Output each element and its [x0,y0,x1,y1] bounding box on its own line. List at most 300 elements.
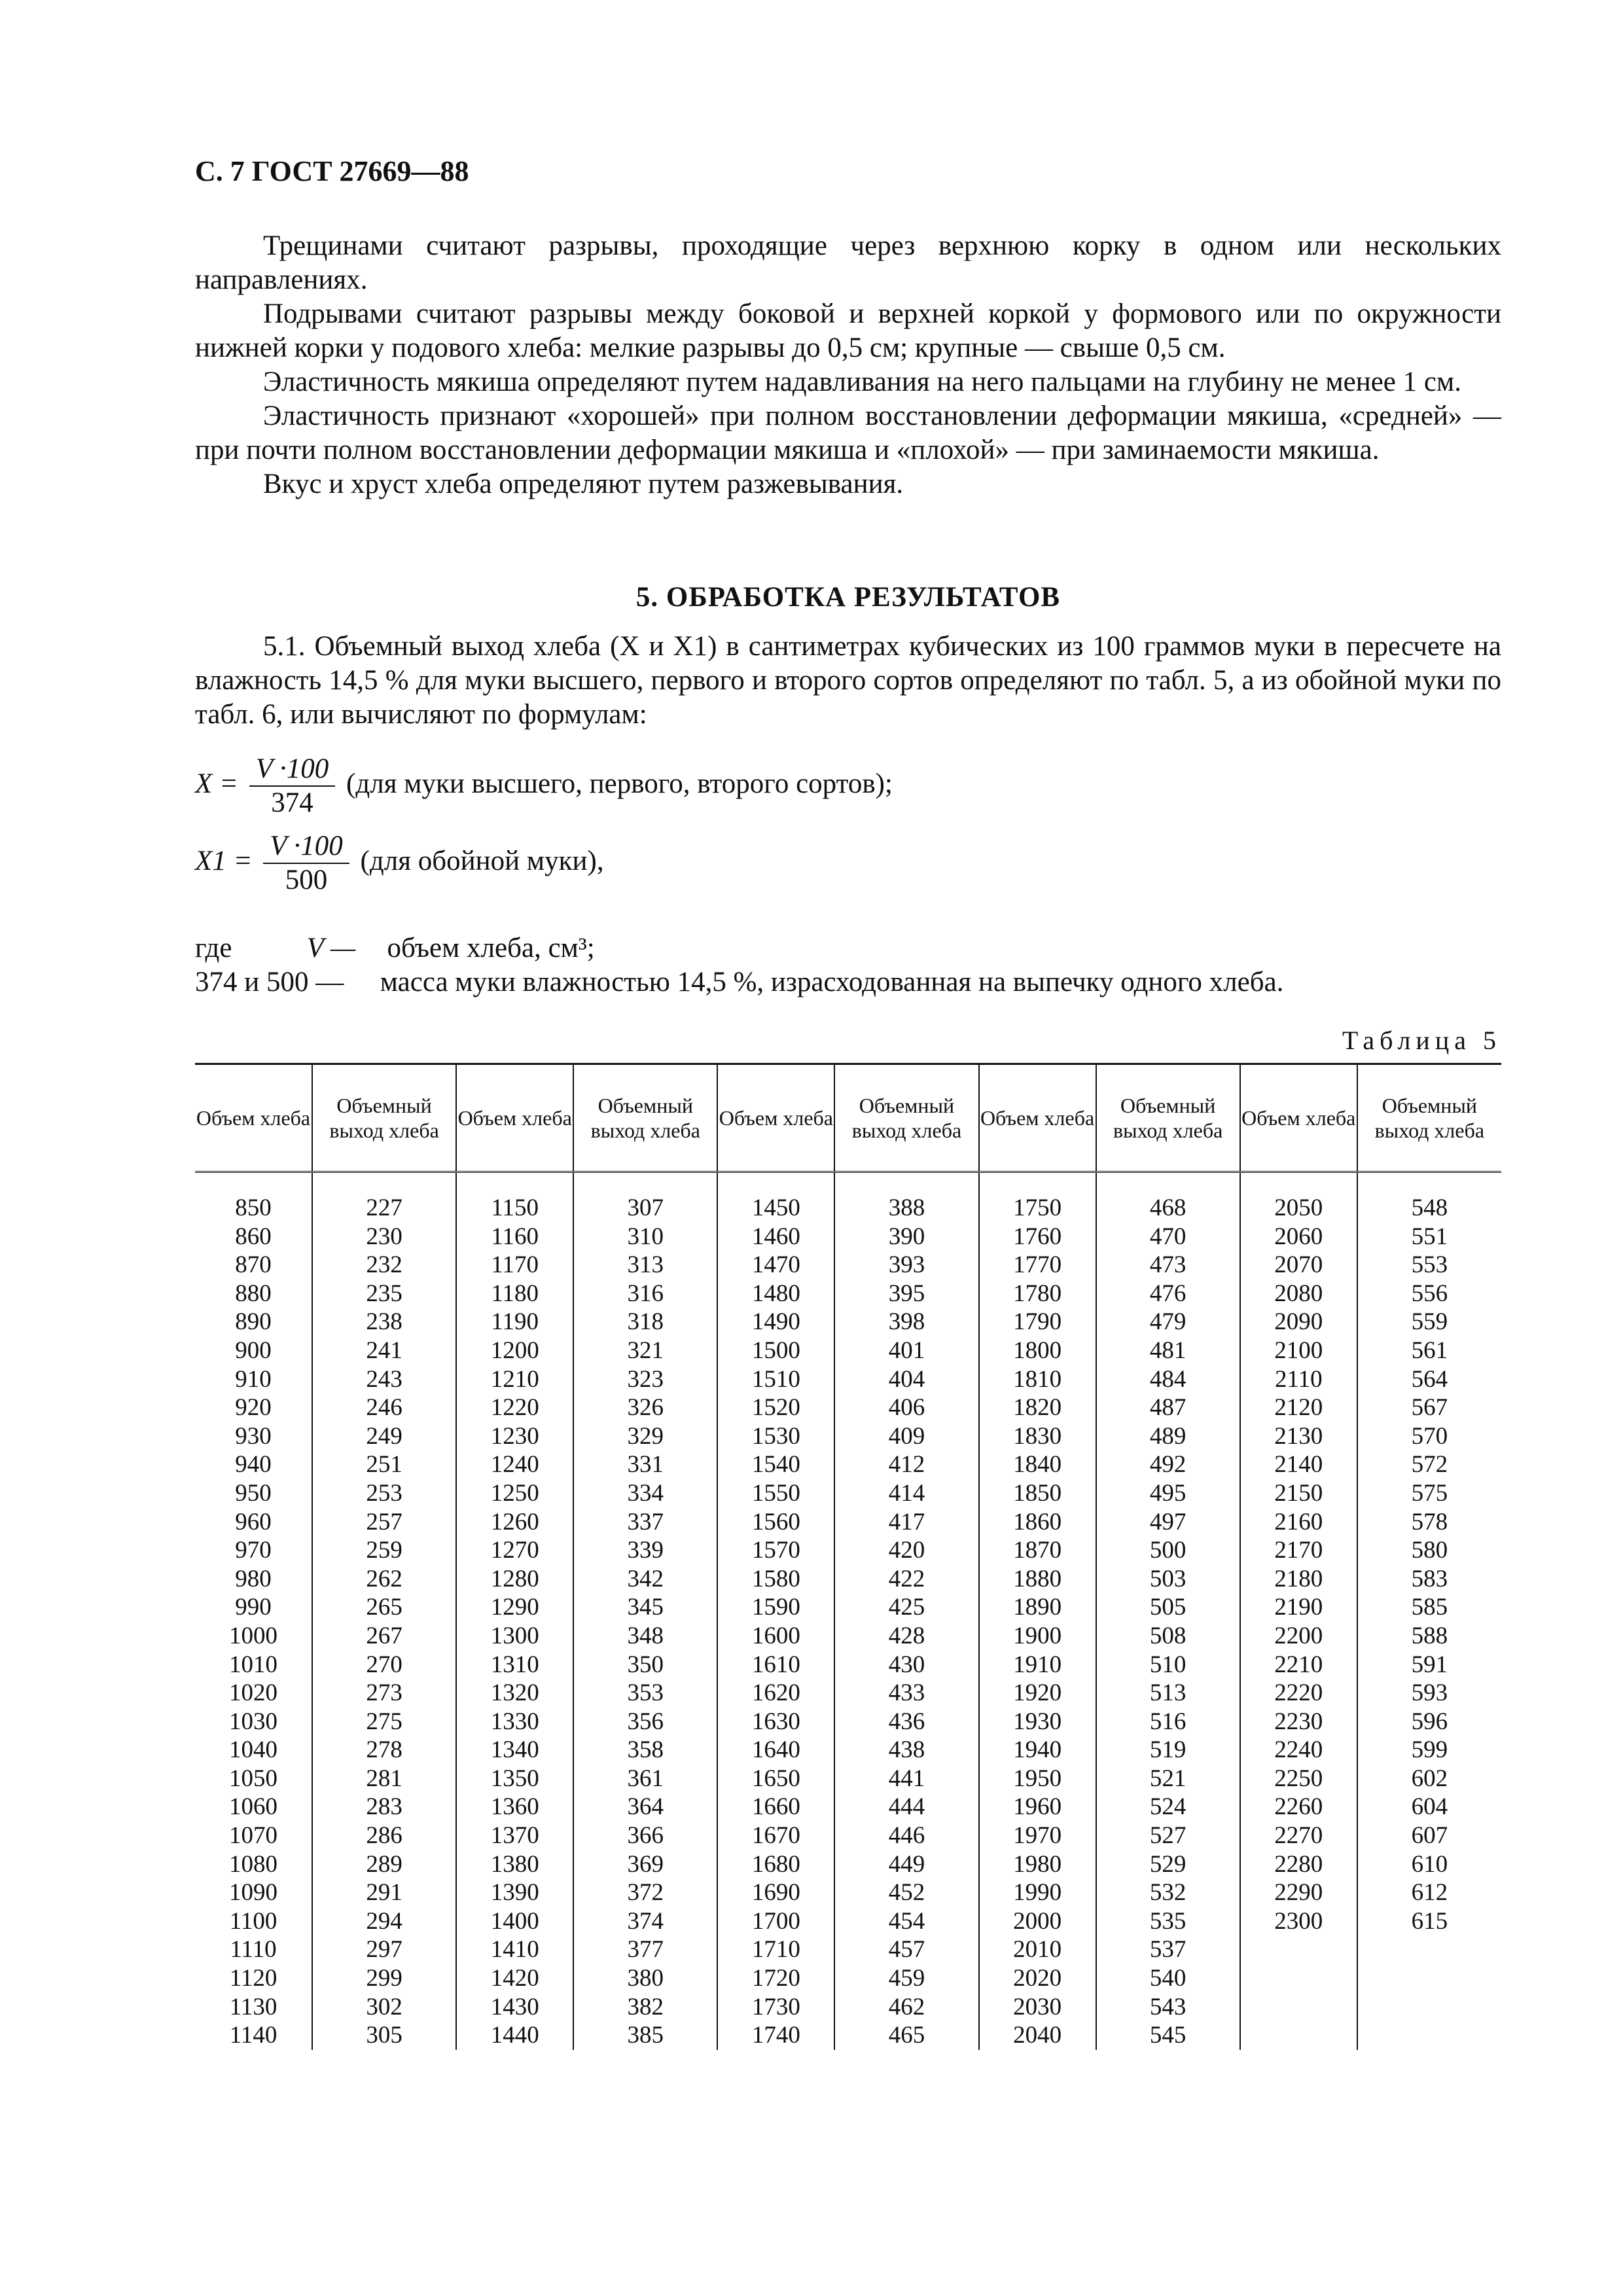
table-cell: 398 [834,1308,978,1336]
table-cell: 323 [573,1365,717,1394]
table-cell: 1950 [979,1765,1096,1793]
table-cell: 313 [573,1251,717,1280]
table-cell: 267 [312,1622,456,1651]
table-cell: 1220 [456,1393,573,1422]
table-cell: 441 [834,1765,978,1793]
table-cell: 462 [834,1993,978,2022]
table-cell: 2040 [979,2021,1096,2050]
table-cell: 524 [1096,1793,1240,1821]
table-cell: 342 [573,1565,717,1594]
table-cell: 1480 [717,1280,834,1308]
table-cell: 350 [573,1651,717,1679]
table-row [195,1536,1501,1565]
table-cell: 470 [1096,1223,1240,1251]
table-cell: 388 [834,1194,978,1223]
table-cell: 1740 [717,2021,834,2050]
table-cell: 374 [573,1907,717,1936]
table-row [195,1393,1501,1422]
table-cell: 900 [235,1336,272,1364]
table-cell: 1260 [456,1508,573,1537]
table-cell: 487 [1096,1393,1240,1422]
table-cell: 1230 [456,1422,573,1451]
table-cell: 438 [834,1736,978,1765]
table-cell: 559 [1357,1308,1501,1336]
paragraph: Трещинами считают разрывы, проходящие через верхнюю корку в одном или нескольких направлениях. [195,230,1501,295]
table-cell: 404 [834,1365,978,1394]
table-cell: 513 [1096,1679,1240,1708]
table-cell: 337 [573,1508,717,1537]
table-cell: 2070 [1240,1251,1357,1280]
table-cell: 1280 [456,1565,573,1594]
table-cell: 316 [573,1280,717,1308]
table-cell: 444 [834,1793,978,1821]
table-row [195,1850,1501,1879]
table-cell: 321 [573,1336,717,1365]
table-spacer-cell [1240,1172,1357,1194]
table-cell: 1430 [456,1993,573,2022]
table-cell: 2090 [1240,1308,1357,1336]
table-cell: 345 [573,1593,717,1622]
table-cell: 406 [834,1393,978,1422]
table-cell: 1310 [456,1651,573,1679]
table-cell: 273 [312,1679,456,1708]
table-header-row [195,1064,1501,1172]
table-cell: 519 [1096,1736,1240,1765]
table-cell: 1640 [717,1736,834,1765]
table-cell: 251 [312,1450,456,1479]
table-cell: 1720 [717,1964,834,1993]
column-header: Объемный выход хлеба [834,1064,978,1172]
table-cell: 232 [312,1251,456,1280]
table-cell: 433 [834,1679,978,1708]
table-cell: 2190 [1240,1593,1357,1622]
table-cell: 1300 [456,1622,573,1651]
table-cell: 230 [312,1223,456,1251]
table-cell: 521 [1096,1765,1240,1793]
table-cell: 1090 [229,1879,277,1907]
table-5 [195,1063,1501,2050]
table-row [195,1765,1501,1793]
table-cell: 1760 [979,1223,1096,1251]
table-cell: 1200 [456,1336,573,1365]
fraction [263,830,349,897]
table-cell: 412 [834,1450,978,1479]
table-cell: 599 [1357,1736,1501,1765]
table-cell: 503 [1096,1565,1240,1594]
table-cell: 591 [1357,1651,1501,1679]
table-cell: 604 [1357,1793,1501,1821]
table-cell: 241 [312,1336,456,1365]
paragraph: Эластичность мякиша определяют путем надавливания на него пальцами на глубину не менее 1 см. [263,367,1461,397]
table-cell: 572 [1357,1450,1501,1479]
table-cell: 545 [1096,2021,1240,2050]
table-cell: 1290 [456,1593,573,1622]
table-cell: 2220 [1240,1679,1357,1708]
table-cell: 578 [1357,1508,1501,1537]
table-cell: 570 [1357,1422,1501,1451]
table-cell: 2150 [1240,1479,1357,1508]
table-cell: 615 [1357,1907,1501,1936]
table-cell: 353 [573,1679,717,1708]
table-cell: 1240 [456,1450,573,1479]
table-cell: 1520 [717,1393,834,1422]
table-cell: 390 [834,1223,978,1251]
table-cell: 457 [834,1935,978,1964]
table-cell: 459 [834,1964,978,1993]
table-cell: 510 [1096,1651,1240,1679]
table-cell: 1450 [717,1194,834,1223]
table-row [195,1935,1501,1964]
table-cell: 430 [834,1651,978,1679]
table-cell: 1700 [717,1907,834,1936]
table-cell: 281 [312,1765,456,1793]
table-cell: 2290 [1240,1878,1357,1907]
table-row [195,1679,1501,1708]
paragraph: Эластичность признают «хорошей» при полном восстановлении деформации мякиша, «средней» — при почти полном восстановлении деформации мякиша и «плохой» — при заминаемости мякиша. [195,401,1501,465]
table-cell: 270 [312,1651,456,1679]
table-cell: 2020 [979,1964,1096,1993]
table-cell: 1940 [979,1736,1096,1765]
table-cell: 607 [1357,1821,1501,1850]
table-row [195,1878,1501,1907]
table-cell: 1680 [717,1850,834,1879]
table-cell: 1100 [229,1907,277,1935]
table-cell: 395 [834,1280,978,1308]
table-cell: 1410 [456,1935,573,1964]
table-cell: 235 [312,1280,456,1308]
where-symbol: V — [306,933,356,963]
fraction-numerator: V ·100 [263,830,349,864]
table-cell: 2060 [1240,1223,1357,1251]
table-spacer-cell [1096,1172,1240,1194]
table-cell: 940 [235,1451,272,1479]
table-cell: 2050 [1240,1194,1357,1223]
fraction-denominator: 500 [285,865,328,895]
table-cell: 302 [312,1993,456,2022]
table-cell: 1150 [456,1194,573,1223]
table-cell: 318 [573,1308,717,1336]
table-cell: 227 [312,1194,456,1223]
table-cell: 535 [1096,1907,1240,1936]
table-cell: 1460 [717,1223,834,1251]
table-cell: 1190 [456,1308,573,1336]
table-cell: 468 [1096,1194,1240,1223]
table-cell: 489 [1096,1422,1240,1451]
page-header: С. 7 ГОСТ 27669—88 [195,155,469,187]
table-cell: 310 [573,1223,717,1251]
table-cell: 1110 [230,1936,277,1964]
table-cell: 610 [1357,1850,1501,1879]
table-cell: 532 [1096,1878,1240,1907]
table-cell: 358 [573,1736,717,1765]
table-cell: 880 [235,1280,272,1307]
body-text [195,229,1501,501]
table-cell: 2300 [1240,1907,1357,1936]
table-cell: 2170 [1240,1536,1357,1565]
table-cell: 1000 [229,1622,277,1649]
table-cell: 422 [834,1565,978,1594]
where-line-1 [195,932,595,964]
table-cell: 286 [312,1821,456,1850]
table-cell [1240,1993,1357,2022]
table-cell: 289 [312,1850,456,1879]
table-cell: 1020 [229,1679,277,1707]
table-cell: 305 [312,2021,456,2050]
table-spacer-cell [456,1172,573,1194]
table-cell: 1540 [717,1450,834,1479]
table-cell: 1490 [717,1308,834,1336]
table-cell: 561 [1357,1336,1501,1365]
table-row [195,1308,1501,1336]
table-cell: 446 [834,1821,978,1850]
column-header: Объем хлеба [195,1064,312,1172]
table-spacer-cell [312,1172,456,1194]
table-cell: 1600 [717,1622,834,1651]
table-cell: 564 [1357,1365,1501,1394]
table-spacer-cell [979,1172,1096,1194]
table-cell: 2180 [1240,1565,1357,1594]
table-cell: 473 [1096,1251,1240,1280]
table-cell: 297 [312,1935,456,1964]
table-cell: 1840 [979,1450,1096,1479]
table-cell [1357,1964,1501,1993]
table-cell: 1660 [717,1793,834,1821]
table-cell: 2010 [979,1935,1096,1964]
fraction-denominator: 374 [271,787,313,818]
table-row [195,1223,1501,1251]
table-cell: 339 [573,1536,717,1565]
table-cell: 930 [235,1422,272,1450]
table-cell: 1360 [456,1793,573,1821]
table-cell: 420 [834,1536,978,1565]
table-cell: 508 [1096,1622,1240,1651]
column-header: Объемный выход хлеба [1096,1064,1240,1172]
table-cell: 348 [573,1622,717,1651]
table-cell [1357,1935,1501,1964]
paragraph: Подрывами считают разрывы между боковой и верхней коркой у формового или по окружности нижней корки у подового хлеба: мелкие разрывы до 0,5 см; крупные — свыше 0,5 см. [195,298,1501,363]
table-cell: 476 [1096,1280,1240,1308]
column-header: Объемный выход хлеба [312,1064,456,1172]
table-cell: 1140 [229,2022,277,2049]
column-header: Объем хлеба [1240,1064,1357,1172]
table-row [195,2021,1501,2050]
table-cell: 540 [1096,1964,1240,1993]
table-cell: 2250 [1240,1765,1357,1793]
table-cell: 505 [1096,1593,1240,1622]
table-cell: 329 [573,1422,717,1451]
table-cell: 1610 [717,1651,834,1679]
table-cell: 529 [1096,1850,1240,1879]
column-header: Объем хлеба [717,1064,834,1172]
table-cell: 2080 [1240,1280,1357,1308]
table-cell: 294 [312,1907,456,1936]
table-cell: 1920 [979,1679,1096,1708]
formula-lhs: X1 = [195,845,253,876]
table-cell: 1070 [229,1822,277,1850]
table-cell: 860 [235,1223,272,1250]
table-cell: 497 [1096,1508,1240,1537]
table-cell: 1830 [979,1422,1096,1451]
where-label: где [195,933,232,963]
table-cell: 1510 [717,1365,834,1394]
table-cell: 449 [834,1850,978,1879]
table-cell: 2280 [1240,1850,1357,1879]
table-cell: 1120 [229,1965,277,1992]
table-cell: 890 [235,1308,272,1336]
table-cell: 553 [1357,1251,1501,1280]
table-cell: 850 [235,1194,272,1221]
table-cell: 262 [312,1565,456,1594]
table-cell: 1850 [979,1479,1096,1508]
table-cell: 1170 [456,1251,573,1280]
table-cell: 2110 [1240,1365,1357,1394]
table-spacer-cell [834,1172,978,1194]
table-row [195,1651,1501,1679]
table-cell: 583 [1357,1565,1501,1594]
table-cell: 1670 [717,1821,834,1850]
table-row [195,1508,1501,1537]
table-cell: 2000 [979,1907,1096,1936]
table-cell: 1960 [979,1793,1096,1821]
table-cell: 2270 [1240,1821,1357,1850]
table-cell: 1340 [456,1736,573,1765]
table-cell: 1730 [717,1993,834,2022]
table-cell [1240,2021,1357,2050]
column-header: Объемный выход хлеба [573,1064,717,1172]
column-header: Объемный выход хлеба [1357,1064,1501,1172]
table-cell: 575 [1357,1479,1501,1508]
table-cell: 580 [1357,1536,1501,1565]
table-cell: 454 [834,1907,978,1936]
table-cell: 1210 [456,1365,573,1394]
table-cell: 1420 [456,1964,573,1993]
table-row [195,1622,1501,1651]
table-cell: 243 [312,1365,456,1394]
table-cell: 372 [573,1878,717,1907]
table-row [195,1593,1501,1622]
table-row [195,1280,1501,1308]
clause-5-1 [195,630,1501,732]
table-cell: 380 [573,1964,717,1993]
table-cell: 548 [1357,1194,1501,1223]
table-cell: 585 [1357,1593,1501,1622]
table-row [195,1450,1501,1479]
formula-note: (для обойной муки), [360,845,604,876]
section-title: 5. ОБРАБОТКА РЕЗУЛЬТАТОВ [635,582,1061,613]
table-cell: 1860 [979,1508,1096,1537]
table-cell: 1530 [717,1422,834,1451]
table-cell: 1980 [979,1850,1096,1879]
table-cell: 1590 [717,1593,834,1622]
table-cell: 417 [834,1508,978,1537]
table-spacer-cell [573,1172,717,1194]
table-spacer-cell [1357,1172,1501,1194]
table-cell: 1890 [979,1593,1096,1622]
formula-note: (для муки высшего, первого, второго сортов); [346,768,893,799]
table-cell: 2200 [1240,1622,1357,1651]
table-cell: 257 [312,1508,456,1537]
table-cell [1240,1935,1357,1964]
table-cell: 1270 [456,1536,573,1565]
table-row [195,1365,1501,1394]
table-cell: 516 [1096,1708,1240,1736]
table-cell: 479 [1096,1308,1240,1336]
table-spacer-cell [717,1172,834,1194]
table-cell: 1040 [229,1736,277,1764]
table-cell: 249 [312,1422,456,1451]
table-cell [1357,1993,1501,2022]
table-cell: 1790 [979,1308,1096,1336]
table-cell: 452 [834,1878,978,1907]
formula-x [195,753,893,819]
table-cell: 436 [834,1708,978,1736]
table-cell: 1970 [979,1821,1096,1850]
table-cell: 1750 [979,1194,1096,1223]
table-cell: 2210 [1240,1651,1357,1679]
formula-x1 [195,830,604,897]
table-cell: 970 [235,1537,272,1564]
table-cell: 2120 [1240,1393,1357,1422]
paragraph: 5.1. Объемный выход хлеба (X и X1) в сантиметрах кубических из 100 граммов муки в пересчете на влажность 14,5 % для муки высшего, первого и второго сортов определяют по табл. 5, а из обойной муки по табл. 6, или вычисляют по формулам: [195,631,1501,730]
table-cell: 1570 [717,1536,834,1565]
table-cell: 980 [235,1565,272,1592]
table-cell: 537 [1096,1935,1240,1964]
table-cell: 567 [1357,1393,1501,1422]
table-caption: Таблица 5 [1342,1026,1501,1055]
table-cell [1357,2021,1501,2050]
table-cell: 1870 [979,1536,1096,1565]
table-cell: 527 [1096,1821,1240,1850]
table-cell: 1900 [979,1622,1096,1651]
table-cell: 612 [1357,1878,1501,1907]
table-cell: 1620 [717,1679,834,1708]
table-cell: 275 [312,1708,456,1736]
table-cell: 1910 [979,1651,1096,1679]
where-text: объем хлеба, см³; [387,933,595,963]
table-cell: 428 [834,1622,978,1651]
table-cell: 910 [235,1365,272,1393]
table-cell: 1630 [717,1708,834,1736]
table-cell: 1050 [229,1765,277,1792]
table-row [195,1565,1501,1594]
paragraph: Вкус и хруст хлеба определяют путем разжевывания. [263,469,904,499]
table-cell: 2030 [979,1993,1096,2022]
table-cell: 1560 [717,1508,834,1537]
table-cell: 366 [573,1821,717,1850]
table-cell: 246 [312,1393,456,1422]
table-cell: 1130 [229,1993,277,2020]
table-cell: 259 [312,1536,456,1565]
table-cell: 1250 [456,1479,573,1508]
table-cell: 588 [1357,1622,1501,1651]
table-cell: 2230 [1240,1708,1357,1736]
table-cell: 1080 [229,1850,277,1878]
table-cell [1240,1964,1357,1993]
table-cell: 414 [834,1479,978,1508]
table-cell: 492 [1096,1450,1240,1479]
table-row [195,1251,1501,1280]
table-row [195,1964,1501,1993]
table-cell: 2140 [1240,1450,1357,1479]
table-cell: 1370 [456,1821,573,1850]
table-cell: 481 [1096,1336,1240,1365]
table-cell: 1780 [979,1280,1096,1308]
table-cell: 331 [573,1450,717,1479]
table-cell: 1800 [979,1336,1096,1365]
table-row [195,1422,1501,1451]
table-cell: 1390 [456,1878,573,1907]
table-cell: 377 [573,1935,717,1964]
